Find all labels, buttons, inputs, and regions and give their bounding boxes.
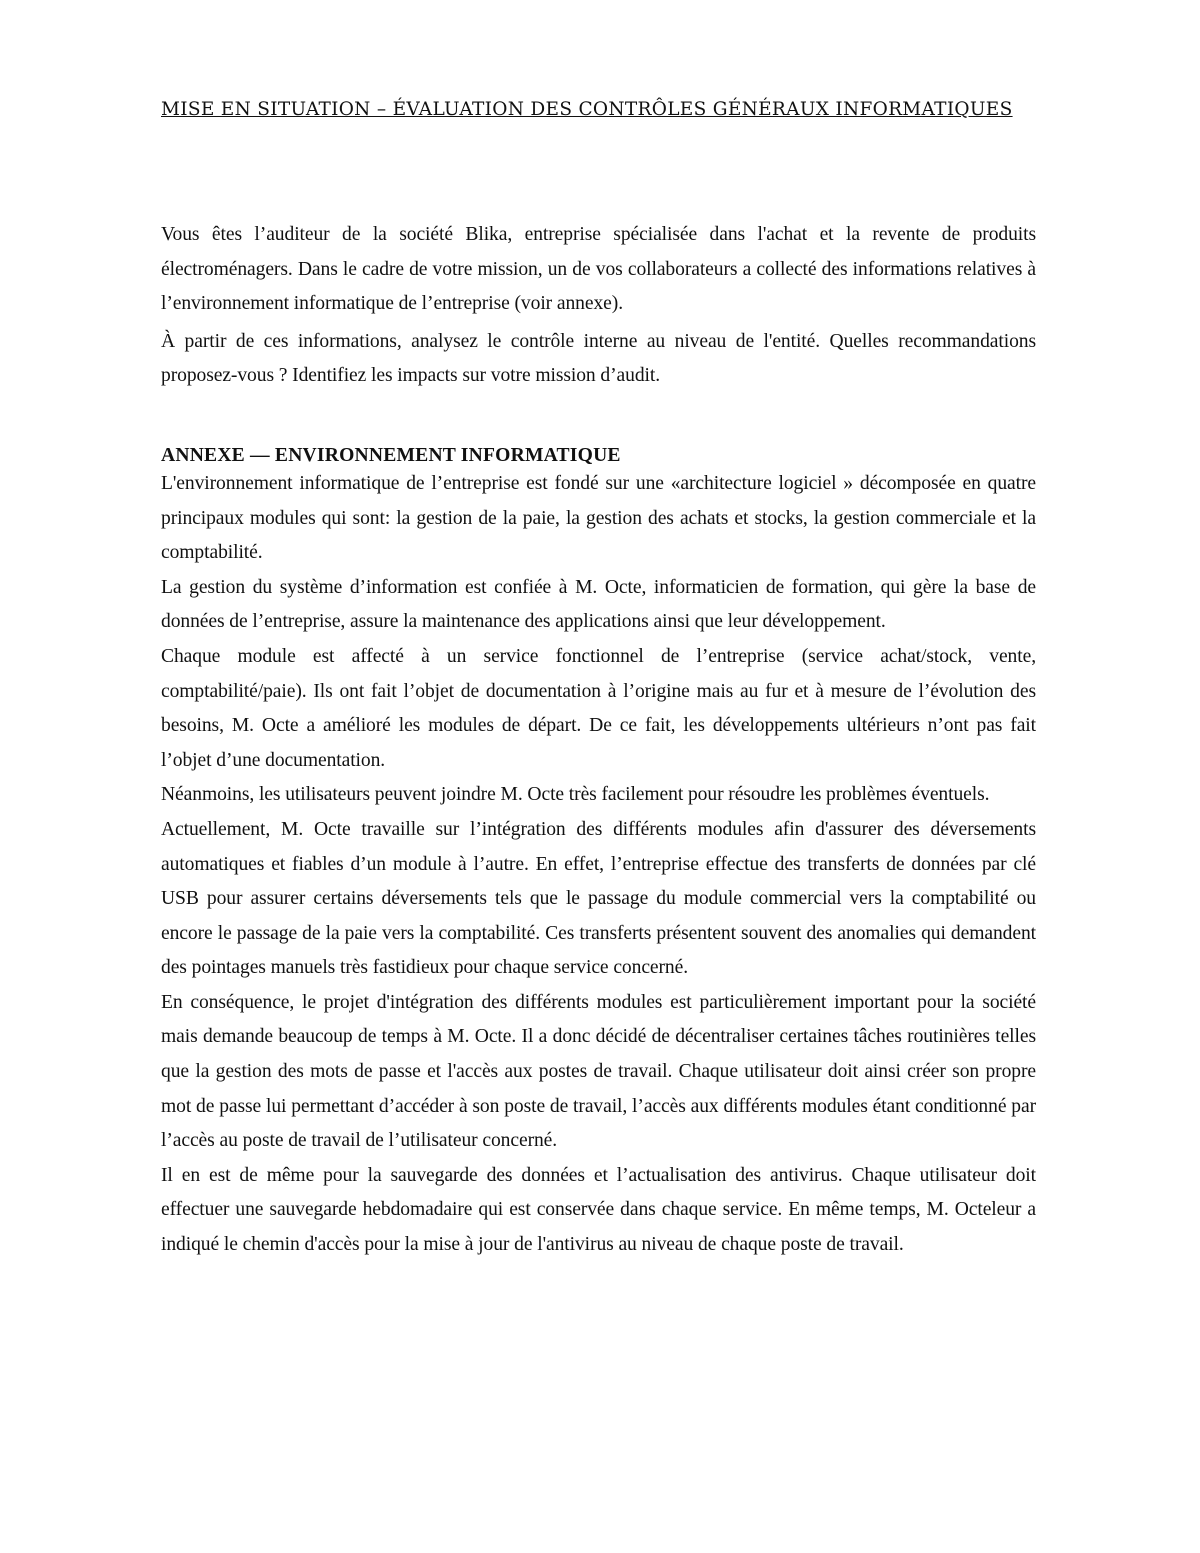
document-page [161,96,1036,1263]
document-title: MISE EN SITUATION – ÉVALUATION DES CONTRÔLES GÉNÉRAUX INFORMATIQUES [161,99,1013,120]
annex-paragraph: Il en est de même pour la sauvegarde des données et l’actualisation des antivirus. Chaque utilisateur doit effectuer une sauvegarde hebdomadaire qui est conservée dans chaque service. En même temps, M. Octeleur a indiqué le chemin d'accès pour la mise à jour de l'antivirus au niveau de chaque poste de travail. [161,1164,1036,1256]
annex-paragraph: En conséquence, le projet d'intégration des différents modules est particulièrement important pour la société mais demande beaucoup de temps à M. Octe. Il a donc décidé de décentraliser certaines tâches routinières telles que la gestion des mots de passe et l'accès aux postes de travail. Chaque utilisateur doit ainsi créer son propre mot de passe lui permettant d’accéder à son poste de travail, l’accès aux différents modules étant conditionné par l’accès au poste de travail de l’utilisateur concerné. [161,991,1036,1152]
annex-paragraph: L'environnement informatique de l’entreprise est fondé sur une «architecture logiciel » décomposée en quatre principaux modules qui sont: la gestion de la paie, la gestion des achats et stocks, la gestion commerciale et la comptabilité. [161,472,1036,564]
annex-section [161,467,1036,1263]
annex-paragraph: Chaque module est affecté à un service fonctionnel de l’entreprise (service achat/stock, vente, comptabilité/paie). Ils ont fait l’objet de documentation à l’origine mais au fur et à mesure de l’évolution des besoins, M. Octe a amélioré les modules de départ. De ce fait, les développements ultérieurs n’ont pas fait l’objet d’une documentation. [161,645,1036,771]
intro-paragraph: Vous êtes l’auditeur de la société Blika, entreprise spécialisée dans l'achat et la revente de produits électroménagers. Dans le cadre de votre mission, un de vos collaborateurs a collecté des informations relatives à l’environnement informatique de l’entreprise (voir annexe). [161,224,1036,315]
annex-paragraph: Néanmoins, les utilisateurs peuvent joindre M. Octe très facilement pour résoudre les problèmes éventuels. [161,784,990,806]
intro-section [161,218,1036,394]
intro-paragraph: À partir de ces informations, analysez le contrôle interne au niveau de l'entité. Quelles recommandations proposez-vous ? Identifiez les impacts sur votre mission d’audit. [161,330,1036,387]
annex-paragraph: Actuellement, M. Octe travaille sur l’intégration des différents modules afin d'assurer des déversements automatiques et fiables d’un module à l’autre. En effet, l’entreprise effectue des transferts de données par clé USB pour assurer certains déversements tels que le passage du module commercial vers la comptabilité ou encore le passage de la paie vers la comptabilité. Ces transferts présentent souvent des anomalies qui demandent des pointages manuels très fastidieux pour chaque service concerné. [161,818,1036,979]
annex-heading: ANNEXE — ENVIRONNEMENT INFORMATIQUE [161,444,621,466]
annex-paragraph: La gestion du système d’information est confiée à M. Octe, informaticien de formation, qui gère la base de données de l’entreprise, assure la maintenance des applications ainsi que leur développement. [161,576,1036,633]
